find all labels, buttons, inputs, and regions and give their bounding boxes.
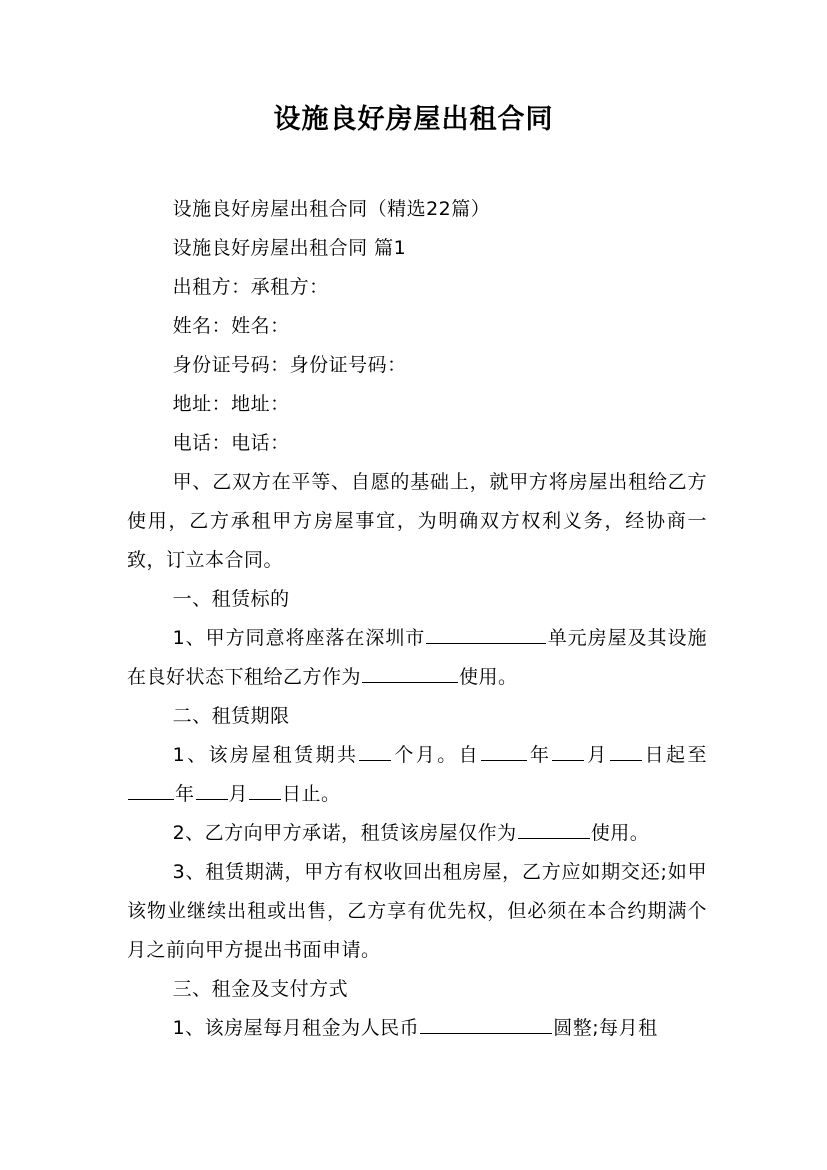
paragraph-subtitle: 设施良好房屋出租合同（精选22篇） <box>172 198 491 220</box>
heading-rent-payment: 三、租金及支付方式 <box>172 978 349 1000</box>
paragraph-section-heading: 设施良好房屋出租合同 篇1 <box>172 237 407 259</box>
heading-lease-term: 二、租赁期限 <box>172 705 290 727</box>
text-segment: 单元房屋及其设施在良好状态下租给乙方作为 <box>127 627 707 688</box>
text-segment: 月 <box>585 744 609 766</box>
fill-in-blank <box>552 740 584 761</box>
paragraph-names: 姓名：姓名： <box>172 315 290 337</box>
paragraph-parties: 出租方：承租方： <box>172 276 329 298</box>
heading-lease-subject: 一、租赁标的 <box>172 588 290 610</box>
text-segment: 日止。 <box>282 783 341 805</box>
fill-in-blank <box>426 623 546 644</box>
text-segment: 月 <box>228 783 249 805</box>
document-body <box>127 190 707 1048</box>
paragraph-lease-term-2 <box>127 814 707 853</box>
paragraph-addresses: 地址：地址： <box>172 393 290 415</box>
text-segment: 年 <box>175 783 195 805</box>
fill-in-blank <box>481 740 527 761</box>
text-segment: 1、该房屋每月租金为人民币 <box>172 1017 420 1039</box>
text-segment: 日起至 <box>642 744 707 766</box>
text-segment: 使用。 <box>459 666 518 688</box>
paragraph-rent-payment-1 <box>127 1009 707 1048</box>
fill-in-blank <box>196 779 228 800</box>
paragraph-lease-subject-1 <box>127 619 707 697</box>
fill-in-blank <box>249 779 281 800</box>
paragraph-lease-term-1 <box>127 736 707 814</box>
fill-in-blank <box>420 1013 552 1034</box>
fill-in-blank <box>128 779 174 800</box>
fill-in-blank <box>362 662 458 683</box>
text-segment: 年 <box>528 744 552 766</box>
text-segment: 1、甲方同意将座落在深圳市 <box>172 627 426 649</box>
text-segment: 圆整;每月租 <box>553 1017 658 1039</box>
text-segment: 个月。自 <box>392 744 481 766</box>
fill-in-blank <box>359 740 391 761</box>
paragraph-lease-term-3: 3、租赁期满，甲方有权收回出租房屋，乙方应如期交还;如甲该物业继续出租或出售，乙方享有优先权，但必须在本合约期满个月之前向甲方提出书面申请。 <box>127 861 707 961</box>
paragraph-id-numbers: 身份证号码：身份证号码： <box>172 354 407 376</box>
paragraph-preamble: 甲、乙双方在平等、自愿的基础上，就甲方将房屋出租给乙方使用，乙方承租甲方房屋事宜，为明确双方权利义务，经协商一致，订立本合同。 <box>127 471 707 571</box>
text-segment: 2、乙方向甲方承诺，租赁该房屋仅作为 <box>172 822 517 844</box>
document-title: 设施良好房屋出租合同 <box>273 104 554 135</box>
fill-in-blank <box>610 740 642 761</box>
text-segment: 1、该房屋租赁期共 <box>172 744 359 766</box>
text-segment: 使用。 <box>590 822 650 844</box>
paragraph-phones: 电话：电话： <box>172 432 290 454</box>
fill-in-blank <box>518 818 590 839</box>
